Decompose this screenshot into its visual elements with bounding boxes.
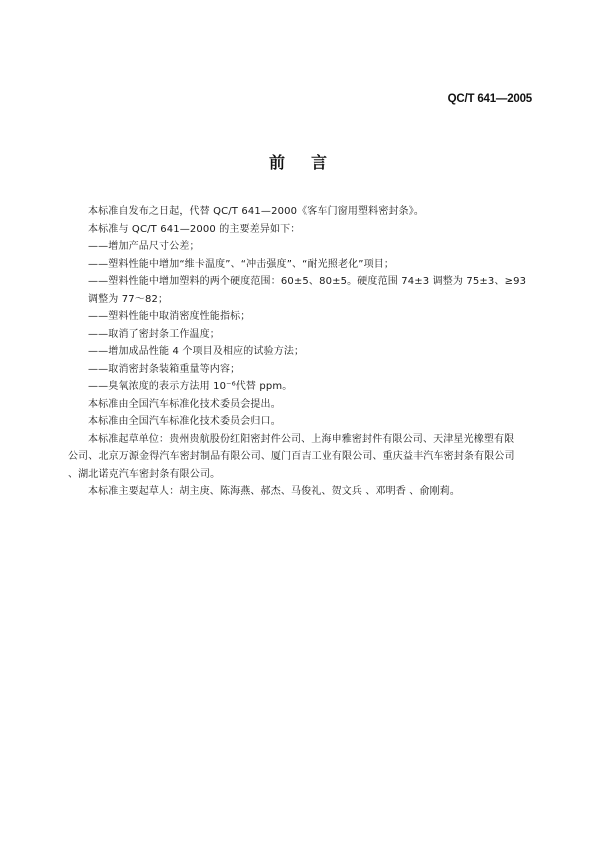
list-item: ——取消了密封条工作温度； [88, 328, 220, 340]
list-item: ——塑料性能中取消密度性能指标； [88, 311, 251, 322]
list-item: ——塑料性能中增加“维卡温度”、“冲击强度”、“耐光照老化”项目； [88, 258, 395, 270]
paragraph-drafting-units-line-3: 、湖北诺克汽车密封条有限公司。 [68, 468, 221, 480]
list-item-continuation: 调整为 77～82； [88, 293, 169, 305]
list-item: ——塑料性能中增加塑料的两个硬度范围：60±5、80±5。硬度范围 74±3 调整为 75±3、≥93 [88, 276, 527, 287]
paragraph-main-drafters: 本标准主要起草人：胡主庚、陈海燕、郝杰、马俊礼、贺文兵 、邓明香 、俞刚莉。 [88, 486, 461, 497]
standard-code: QC/T 641—2005 [447, 93, 532, 105]
title-char-2: 言 [311, 153, 332, 172]
paragraph-drafting-units-line-1: 本标准起草单位：贵州贵航股份红阳密封件公司、上海申雅密封件有限公司、天津星光橡塑有限 [88, 433, 515, 445]
foreword-body [68, 203, 538, 501]
title-char-1: 前 [268, 153, 289, 172]
list-item: ——取消密封条装箱重量等内容； [88, 363, 241, 375]
paragraph-replacement: 本标准自发布之日起，代替 QC/T 641—2000《客车门窗用塑料密封条》。 [88, 206, 425, 217]
paragraph-proposed-by: 本标准由全国汽车标准化技术委员会提出。 [88, 398, 281, 410]
list-item: ——臭氧浓度的表示方法用 10⁻⁶代替 ppm。 [88, 381, 293, 392]
paragraph-drafting-units-line-2: 公司、北京万源金得汽车密封制品有限公司、厦门百吉工业有限公司、重庆益丰汽车密封条有限公司 [68, 451, 515, 462]
list-item: ——增加产品尺寸公差； [88, 241, 200, 252]
page-title [0, 150, 600, 173]
paragraph-under-jurisdiction: 本标准由全国汽车标准化技术委员会归口。 [88, 416, 281, 427]
paragraph-differences-intro: 本标准与 QC/T 641—2000 的主要差异如下： [88, 223, 301, 235]
list-item: ——增加成品性能 4 个项目及相应的试验方法； [88, 346, 305, 357]
